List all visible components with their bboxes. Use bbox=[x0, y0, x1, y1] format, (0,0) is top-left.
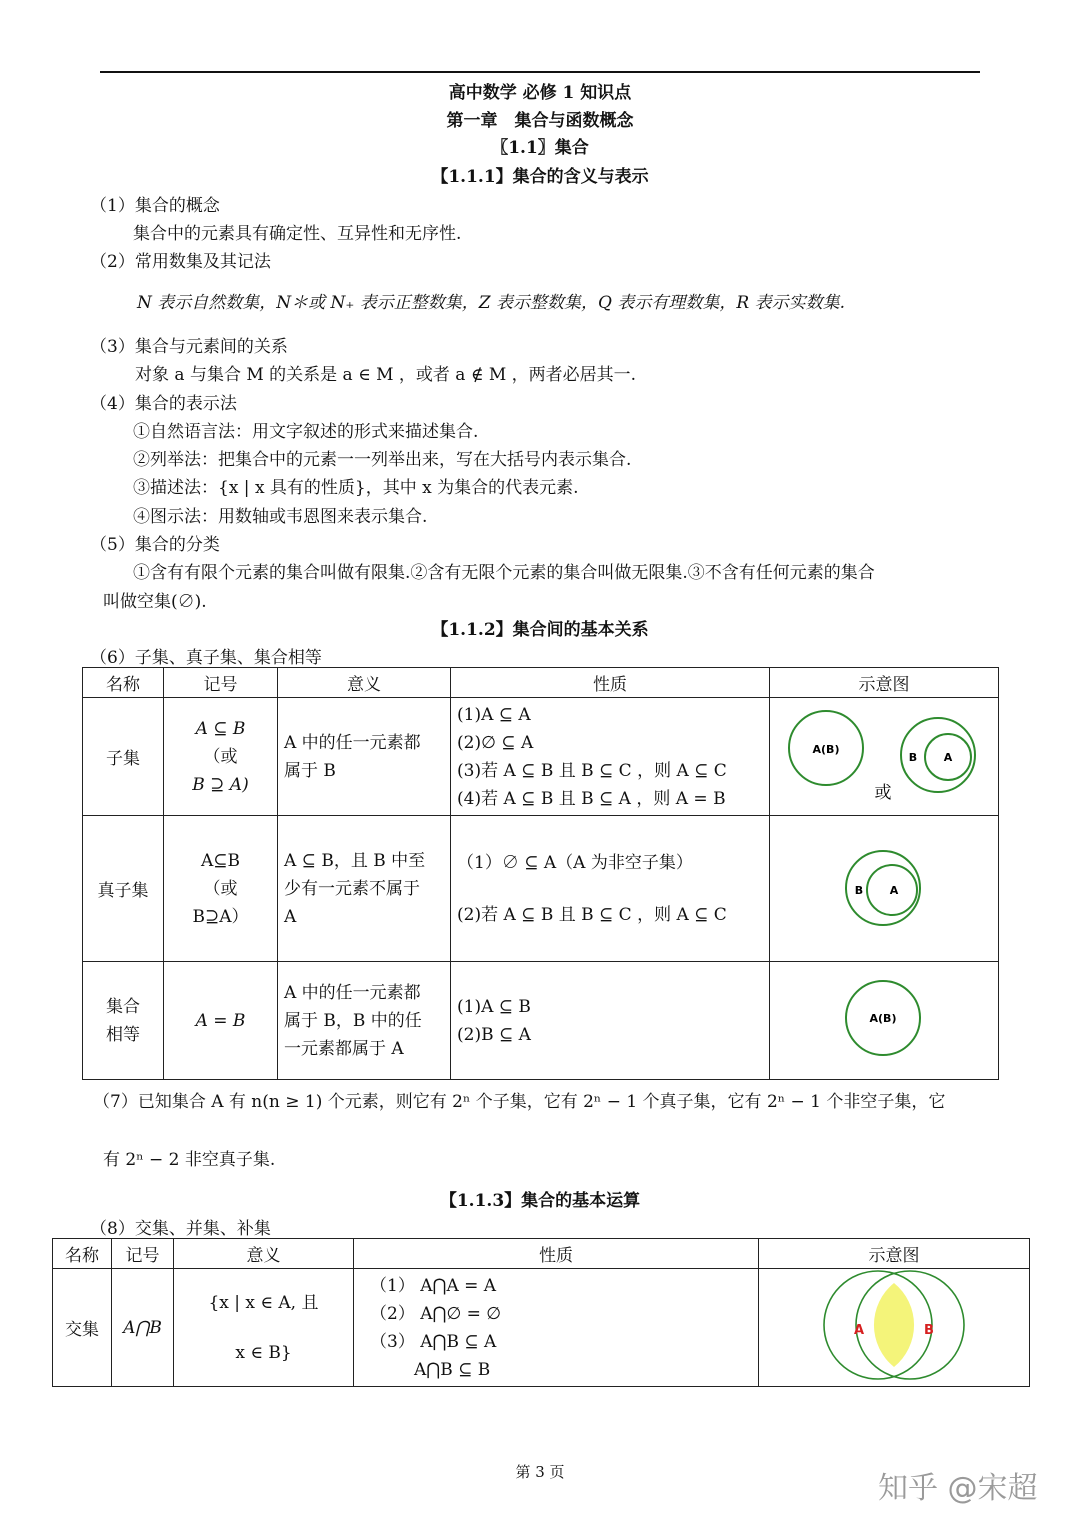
doc-title: 高中数学 必修 1 知识点 bbox=[448, 83, 632, 103]
p4-item: ④图示法：用数轴或韦恩图来表示集合. bbox=[133, 507, 428, 527]
col-header-diagram: 示意图 bbox=[770, 668, 999, 698]
row-name: 交集 bbox=[53, 1269, 112, 1387]
venn-label: A bbox=[853, 1323, 865, 1338]
row-meaning: A ⊆ B，且 B 中至 少有一元素不属于 A bbox=[278, 816, 451, 962]
col-header-diagram: 示意图 bbox=[759, 1239, 1030, 1269]
p3-heading: （3）集合与元素间的关系 bbox=[90, 337, 288, 357]
row-notation: A⊆B （或 B⊇A） bbox=[164, 816, 278, 962]
col-header-props: 性质 bbox=[451, 668, 770, 698]
venn-label: B bbox=[854, 884, 864, 897]
venn-proper-subset-diagram bbox=[770, 816, 998, 956]
p5-heading: （5）集合的分类 bbox=[90, 535, 220, 555]
venn-label: A(B) bbox=[869, 1012, 897, 1025]
row-notation: A⋂B bbox=[112, 1269, 174, 1387]
row-meaning: A 中的任一元素都 属于 B，B 中的任 一元素都属于 A bbox=[278, 962, 451, 1080]
venn-equal-diagram bbox=[770, 962, 998, 1074]
row-name: 真子集 bbox=[83, 816, 164, 962]
top-rule bbox=[100, 71, 980, 73]
col-header-name: 名称 bbox=[83, 668, 164, 698]
venn-intersection-diagram bbox=[759, 1269, 1029, 1381]
p6-heading: （6）子集、真子集、集合相等 bbox=[90, 648, 322, 668]
col-header-meaning: 意义 bbox=[278, 668, 451, 698]
row-props: （1）∅ ⊆ A（A 为非空子集） (2)若 A ⊆ B 且 B ⊆ C ，则 A ⊆ C bbox=[451, 816, 770, 962]
row-diagram bbox=[770, 816, 999, 962]
col-header-props: 性质 bbox=[354, 1239, 759, 1269]
subsection-title-3: 【1.1.3】集合的基本运算 bbox=[439, 1191, 641, 1211]
row-diagram bbox=[759, 1269, 1030, 1387]
venn-label: A bbox=[943, 751, 953, 764]
table-row-subset bbox=[83, 698, 999, 816]
row-meaning: A 中的任一元素都 属于 B bbox=[278, 698, 451, 816]
venn-label: B bbox=[908, 751, 918, 764]
p3-body: 对象 a 与集合 M 的关系是 a ∈ M ，或者 a ∉ M ，两者必居其一. bbox=[135, 365, 637, 385]
row-notation: A ⊆ B （或 B ⊇ A) bbox=[164, 698, 278, 816]
p1-body: 集合中的元素具有确定性、互异性和无序性. bbox=[133, 224, 462, 244]
venn-label: A(B) bbox=[812, 743, 840, 756]
row-notation: A = B bbox=[164, 962, 278, 1080]
page-number: 第 3 页 bbox=[515, 1463, 565, 1481]
row-meaning: {x | x ∈ A, 且 x ∈ B} bbox=[174, 1269, 354, 1387]
col-header-name: 名称 bbox=[53, 1239, 112, 1269]
col-header-meaning: 意义 bbox=[174, 1239, 354, 1269]
p4-item: ①自然语言法：用文字叙述的形式来描述集合. bbox=[133, 422, 479, 442]
p4-item: ③描述法：{x | x 具有的性质}，其中 x 为集合的代表元素. bbox=[133, 478, 579, 498]
subsection-title-2: 【1.1.2】集合间的基本关系 bbox=[431, 620, 649, 640]
venn-label: B bbox=[924, 1323, 934, 1338]
table-row-proper-subset bbox=[83, 816, 999, 962]
row-props: (1)A ⊆ A (2)∅ ⊆ A (3)若 A ⊆ B 且 B ⊆ C ，则 A ⊆ C (4)若 A ⊆ B 且 B ⊆ A ，则 A = B bbox=[451, 698, 770, 816]
table-row-equal bbox=[83, 962, 999, 1080]
p2-heading: （2）常用数集及其记法 bbox=[90, 252, 271, 272]
p7-line1: （7）已知集合 A 有 n(n ≥ 1) 个元素，则它有 2ⁿ 个子集，它有 2ⁿ − 1 个真子集，它有 2ⁿ − 1 个非空子集，它 bbox=[93, 1092, 946, 1112]
col-header-notation: 记号 bbox=[112, 1239, 174, 1269]
table-header-row bbox=[83, 668, 999, 698]
or-label: 或 bbox=[874, 783, 892, 803]
venn-subset-diagram bbox=[770, 698, 998, 810]
row-diagram bbox=[770, 962, 999, 1080]
row-props: （1） A⋂A = A （2） A⋂∅ = ∅ （3） A⋂B ⊆ A A⋂B ⊆ B bbox=[354, 1269, 759, 1387]
p1-heading: （1）集合的概念 bbox=[90, 196, 220, 216]
col-header-notation: 记号 bbox=[164, 668, 278, 698]
watermark: 知乎 @宋超 bbox=[878, 1471, 1038, 1506]
chapter-title: 第一章 集合与函数概念 bbox=[446, 111, 634, 131]
subsection-title-1: 【1.1.1】集合的含义与表示 bbox=[431, 167, 649, 187]
row-name: 集合 相等 bbox=[83, 962, 164, 1080]
row-name: 子集 bbox=[83, 698, 164, 816]
p4-item: ②列举法：把集合中的元素一一列举出来，写在大括号内表示集合. bbox=[133, 450, 632, 470]
p5-body-line1: ①含有有限个元素的集合叫做有限集.②含有无限个元素的集合叫做无限集.③不含有任何元素的集合 bbox=[133, 563, 875, 583]
row-diagram bbox=[770, 698, 999, 816]
table-row-intersection bbox=[53, 1269, 1030, 1387]
p5-body-line2: 叫做空集(∅). bbox=[103, 592, 207, 612]
p4-heading: （4）集合的表示法 bbox=[90, 394, 237, 414]
p2-body: N 表示自然数集，N＊或 N₊ 表示正整数集，Z 表示整数集，Q 表示有理数集，R 表示实数集. bbox=[137, 293, 845, 313]
row-props: (1)A ⊆ B (2)B ⊆ A bbox=[451, 962, 770, 1080]
relations-table bbox=[82, 667, 999, 1080]
p7-line2: 有 2ⁿ − 2 非空真子集. bbox=[103, 1150, 276, 1170]
intersection-region bbox=[874, 1283, 914, 1367]
section-title: 〖1.1〗集合 bbox=[491, 138, 589, 158]
operations-table bbox=[52, 1238, 1030, 1387]
p8-heading: （8）交集、并集、补集 bbox=[90, 1219, 271, 1239]
table-header-row bbox=[53, 1239, 1030, 1269]
venn-label: A bbox=[889, 884, 899, 897]
